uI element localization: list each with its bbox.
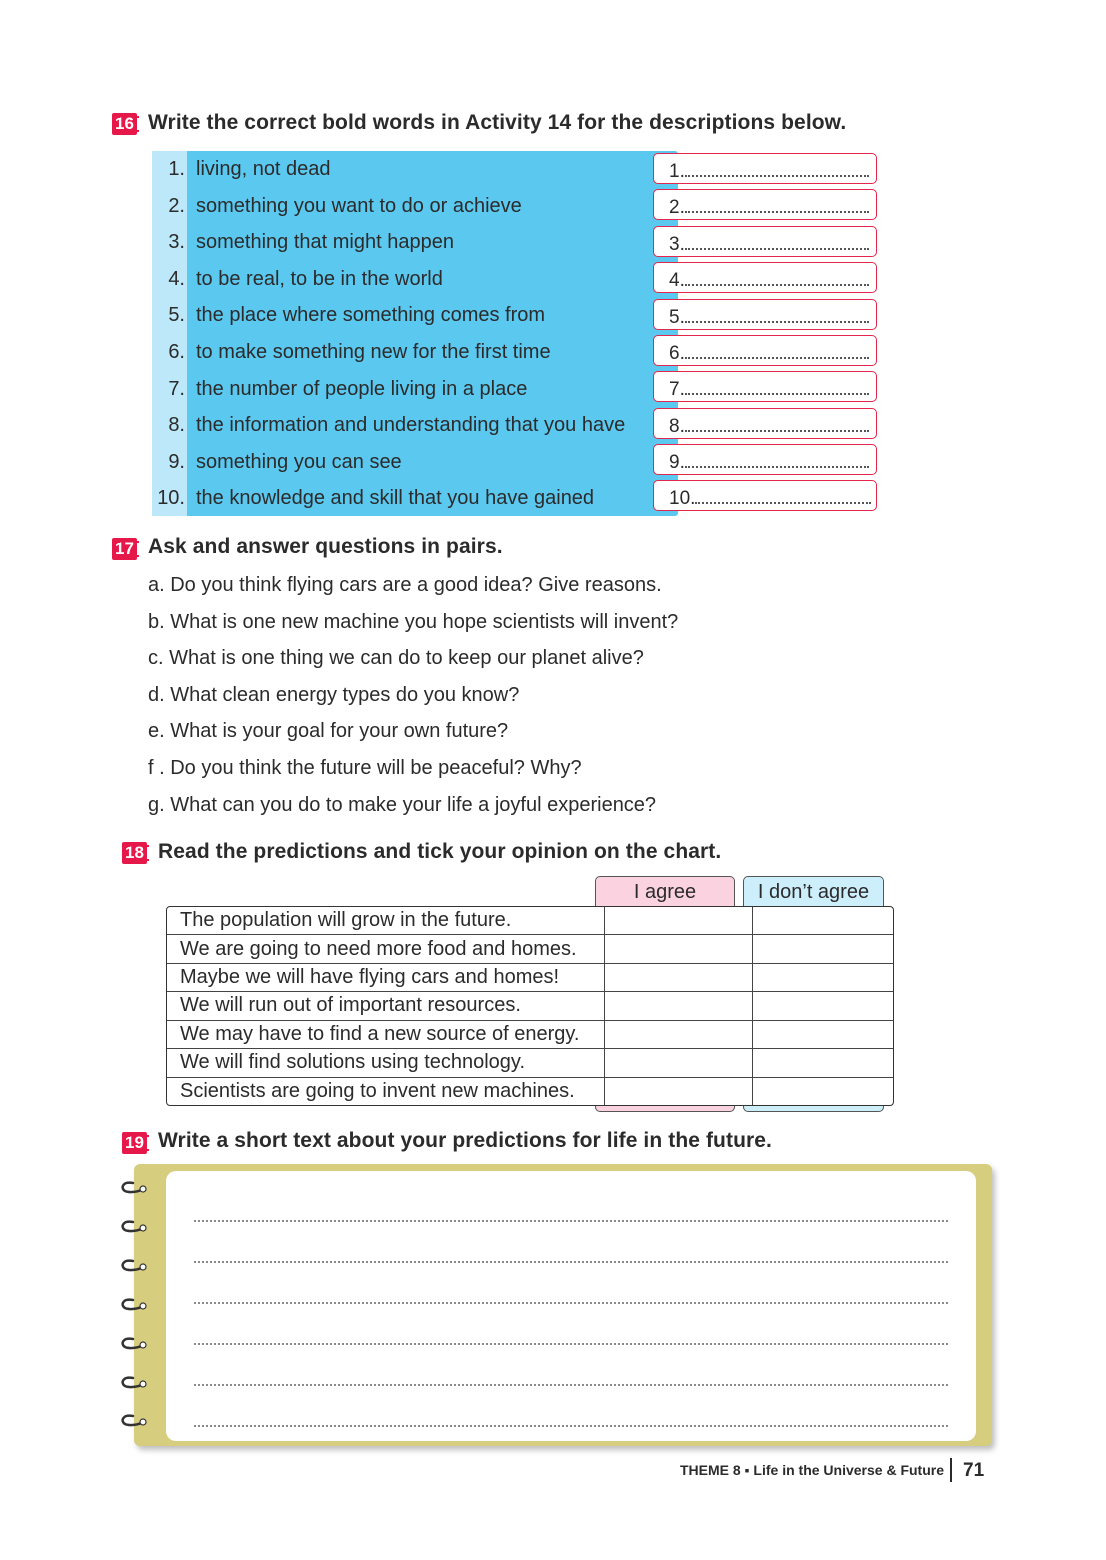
definition-row [152, 446, 672, 478]
answer-field-label: 4. [669, 270, 685, 291]
agree-cell[interactable] [605, 992, 753, 1020]
activity-19-title: Write a short text about your predictions for life in the future. [158, 1129, 772, 1152]
agree-cell[interactable] [605, 907, 753, 935]
agree-cell[interactable] [605, 963, 753, 991]
writing-line[interactable] [194, 1261, 948, 1263]
answer-field-label: 6. [669, 343, 685, 364]
agree-cell[interactable] [605, 1049, 753, 1077]
disagree-cell[interactable] [753, 1049, 894, 1077]
disagree-cell[interactable] [753, 992, 894, 1020]
writing-line[interactable] [194, 1384, 948, 1386]
definition-text: to be real, to be in the world [196, 268, 443, 290]
definition-row [152, 190, 672, 222]
definition-text: the knowledge and skill that you have gained [196, 487, 595, 509]
question-item: f . Do you think the future will be peaceful? Why? [148, 757, 582, 779]
question-item: c. What is one thing we can do to keep our planet alive? [148, 647, 644, 669]
answer-field-9[interactable] [653, 444, 877, 475]
answer-field-label: 7. [669, 379, 685, 400]
notebook-writing-area[interactable] [166, 1171, 976, 1441]
prediction-statement: Maybe we will have flying cars and homes! [167, 963, 605, 991]
disagree-cell[interactable] [753, 1020, 894, 1048]
definition-number: 5. [168, 304, 185, 326]
spiral-ring-icon [119, 1375, 153, 1393]
definition-text: living, not dead [196, 158, 331, 180]
activity-18-title: Read the predictions and tick your opinion on the chart. [158, 840, 722, 863]
definition-number: 8. [168, 414, 185, 436]
definition-text: the information and understanding that you have [196, 414, 626, 436]
definition-number: 10. [157, 487, 185, 509]
prediction-statement: We are going to need more food and homes. [167, 935, 605, 963]
answer-field-label: 3. [669, 234, 685, 255]
table-row [167, 1077, 893, 1105]
definition-number: 4. [168, 268, 185, 290]
question-item: e. What is your goal for your own future? [148, 720, 509, 742]
answer-field-label: 10. [669, 488, 696, 509]
agree-cell[interactable] [605, 1077, 753, 1105]
answer-field-2[interactable] [653, 189, 877, 220]
writing-line[interactable] [194, 1343, 948, 1345]
table-row [167, 1049, 893, 1077]
disagree-cell[interactable] [753, 907, 894, 935]
definition-row [152, 153, 672, 185]
spiral-ring-icon [119, 1297, 153, 1315]
answer-field-8[interactable] [653, 408, 877, 439]
page-number: 71 [963, 1460, 985, 1481]
agree-cell[interactable] [605, 935, 753, 963]
disagree-cell[interactable] [753, 935, 894, 963]
activity-17-badge: 17 [112, 538, 137, 560]
definition-text: something you want to do or achieve [196, 195, 522, 217]
answer-field-label: 1. [669, 161, 685, 182]
answer-field-6[interactable] [653, 335, 877, 366]
prediction-statement: We will find solutions using technology. [167, 1049, 605, 1077]
prediction-statement: The population will grow in the future. [167, 907, 605, 935]
spiral-ring-icon [119, 1336, 153, 1354]
definition-row [152, 226, 672, 258]
activity-16-badge: 16 [112, 113, 137, 135]
agree-cell[interactable] [605, 1020, 753, 1048]
writing-line[interactable] [194, 1220, 948, 1222]
answer-field-10[interactable] [653, 480, 877, 511]
answer-field-3[interactable] [653, 226, 877, 257]
writing-line[interactable] [194, 1302, 948, 1304]
table-row [167, 963, 893, 991]
predictions-chart [166, 906, 894, 1106]
answer-field-1[interactable] [653, 153, 877, 184]
definition-number: 9. [168, 451, 185, 473]
footer-theme: THEME 8 ▪ Life in the Universe & Future [680, 1462, 945, 1478]
definition-text: something that might happen [196, 231, 454, 253]
spiral-ring-icon [119, 1180, 153, 1198]
disagree-cell[interactable] [753, 963, 894, 991]
disagree-cell[interactable] [753, 1077, 894, 1105]
answer-field-label: 8. [669, 416, 685, 437]
answer-field-7[interactable] [653, 371, 877, 402]
question-item: d. What clean energy types do you know? [148, 684, 520, 706]
answer-field-4[interactable] [653, 262, 877, 293]
definition-row [152, 263, 672, 295]
spiral-ring-icon [119, 1219, 153, 1237]
definition-text: the place where something comes from [196, 304, 546, 326]
definition-row [152, 336, 672, 368]
question-item: a. Do you think flying cars are a good idea? Give reasons. [148, 574, 662, 596]
definition-number: 3. [168, 231, 185, 253]
question-item: g. What can you do to make your life a joyful experience? [148, 794, 657, 816]
table-row [167, 935, 893, 963]
definition-text: something you can see [196, 451, 402, 473]
definition-number: 2. [168, 195, 185, 217]
definition-row [152, 409, 672, 441]
table-row [167, 992, 893, 1020]
definition-row [152, 373, 672, 405]
activity-17-title: Ask and answer questions in pairs. [148, 535, 503, 558]
answer-field-5[interactable] [653, 299, 877, 330]
definition-number: 7. [168, 378, 185, 400]
footer-divider [950, 1458, 952, 1482]
prediction-statement: Scientists are going to invent new machines. [167, 1077, 605, 1105]
table-row [167, 1020, 893, 1048]
definition-text: to make something new for the first time [196, 341, 551, 363]
question-item: b. What is one new machine you hope scientists will invent? [148, 611, 679, 633]
table-row [167, 907, 893, 935]
prediction-statement: We may have to find a new source of energy. [167, 1020, 605, 1048]
prediction-statement: We will run out of important resources. [167, 992, 605, 1020]
definition-text: the number of people living in a place [196, 378, 528, 400]
spiral-ring-icon [119, 1258, 153, 1276]
definition-row [152, 482, 672, 514]
answer-field-label: 9. [669, 452, 685, 473]
definition-number: 1. [168, 158, 185, 180]
definition-row [152, 299, 672, 331]
answer-field-label: 5. [669, 307, 685, 328]
answer-field-label: 2. [669, 197, 685, 218]
disagree-column-header: I don’t agree [743, 876, 884, 910]
spiral-ring-icon [119, 1413, 153, 1431]
agree-column-header: I agree [595, 876, 735, 910]
writing-line[interactable] [194, 1425, 948, 1427]
definition-number: 6. [168, 341, 185, 363]
activity-16-title: Write the correct bold words in Activity 14 for the descriptions below. [148, 111, 847, 134]
activity-18-badge: 18 [122, 842, 147, 864]
activity-19-badge: 19 [122, 1132, 147, 1154]
